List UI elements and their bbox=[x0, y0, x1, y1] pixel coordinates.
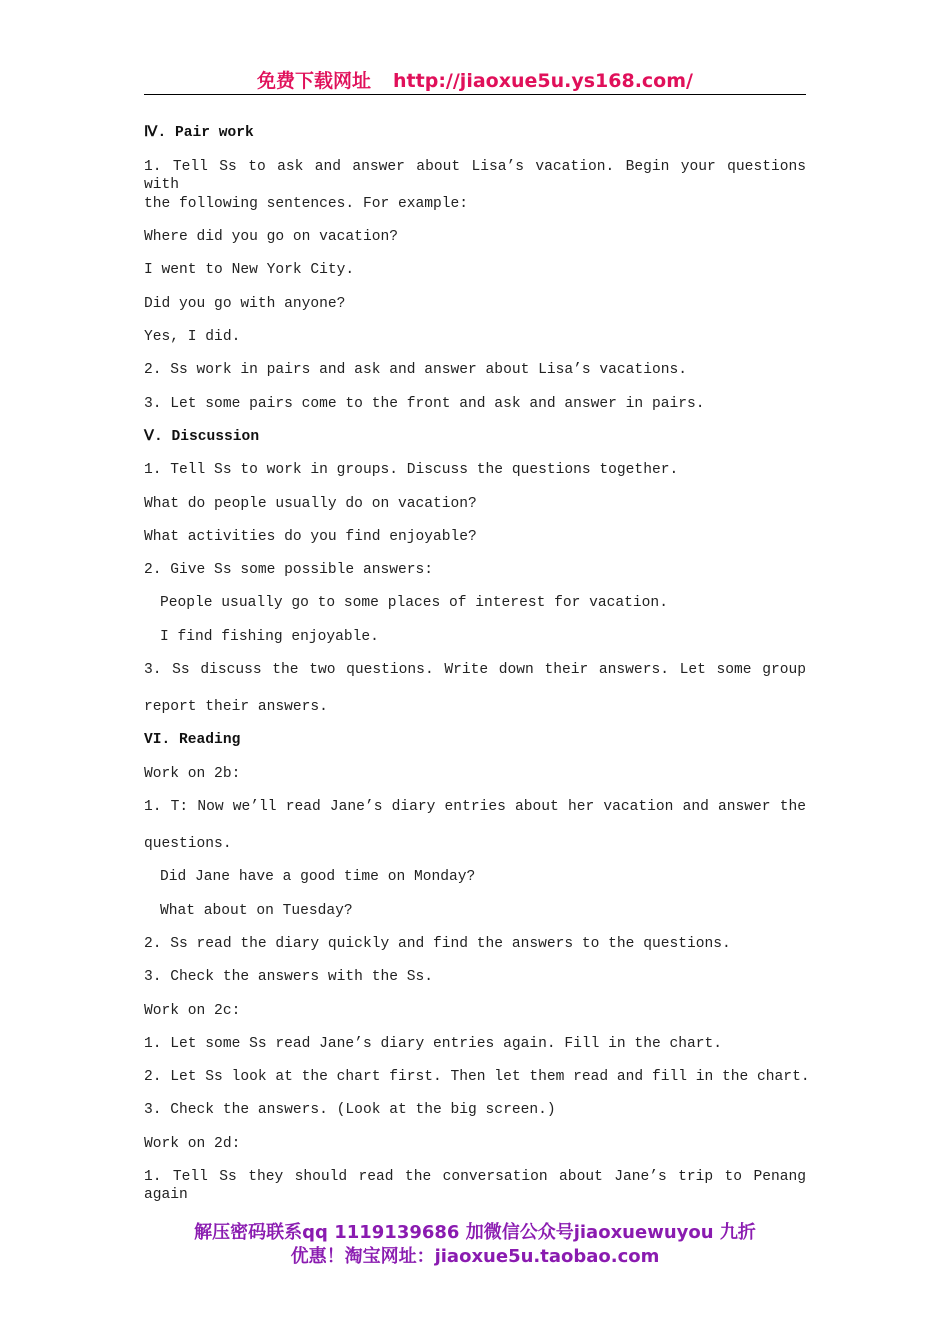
text-line: Work on 2d: bbox=[144, 1136, 241, 1152]
text-line: People usually go to some places of interest for vacation. bbox=[160, 595, 668, 611]
text-line: 2. Give Ss some possible answers: bbox=[144, 562, 434, 578]
text-line: 3. Ss discuss the two questions. Write down their answers. Let some group bbox=[144, 662, 806, 678]
section-heading: Ⅴ. Discussion bbox=[144, 429, 260, 445]
text-line: 1. T: Now we’ll read Jane’s diary entries about her vacation and answer the bbox=[144, 799, 806, 815]
text-line: 2. Ss work in pairs and ask and answer about Lisa’s vacations. bbox=[144, 362, 687, 378]
text-line: Yes, I did. bbox=[144, 329, 241, 345]
section-heading: Ⅳ. Pair work bbox=[144, 125, 254, 141]
text-line: 1. Let some Ss read Jane’s diary entries again. Fill in the chart. bbox=[144, 1036, 723, 1052]
text-line: Work on 2c: bbox=[144, 1003, 241, 1019]
text-line: 3. Let some pairs come to the front and ask and answer in pairs. bbox=[144, 396, 705, 412]
text-line: 2. Let Ss look at the chart first. Then let them read and fill in the chart. bbox=[144, 1069, 810, 1085]
header-title: 免费下载网址 bbox=[257, 70, 372, 92]
text-line: What about on Tuesday? bbox=[160, 903, 353, 919]
text-line: 1. Tell Ss to ask and answer about Lisa’s vacation. Begin your questions with bbox=[144, 159, 806, 193]
text-line: 2. Ss read the diary quickly and find the answers to the questions. bbox=[144, 936, 731, 952]
text-line: What activities do you find enjoyable? bbox=[144, 529, 477, 545]
text-line: Did you go with anyone? bbox=[144, 296, 346, 312]
text-line: Work on 2b: bbox=[144, 766, 241, 782]
text-line: 3. Check the answers. (Look at the big screen.) bbox=[144, 1102, 556, 1118]
text-line: What do people usually do on vacation? bbox=[144, 496, 477, 512]
text-line: questions. bbox=[144, 836, 232, 852]
text-line: I find fishing enjoyable. bbox=[160, 629, 379, 645]
text-line: the following sentences. For example: bbox=[144, 196, 469, 212]
section-heading: VI. Reading bbox=[144, 732, 241, 748]
text-line: 1. Tell Ss to work in groups. Discuss the questions together. bbox=[144, 462, 679, 478]
footer-line-2: 优惠！淘宝网址：jiaoxue5u.taobao.com bbox=[290, 1246, 660, 1267]
text-line: I went to New York City. bbox=[144, 262, 355, 278]
page-header bbox=[144, 66, 806, 95]
header-url-link[interactable]: http://jiaoxue5u.ys168.com/ bbox=[393, 70, 693, 92]
text-line: Did Jane have a good time on Monday? bbox=[160, 869, 476, 885]
text-line: report their answers. bbox=[144, 699, 328, 715]
text-line: 3. Check the answers with the Ss. bbox=[144, 969, 434, 985]
footer-line-1: 解压密码联系qq 1119139686 加微信公众号jiaoxuewuyou 九折 bbox=[194, 1222, 756, 1243]
text-line: 1. Tell Ss they should read the conversation about Jane’s trip to Penang again bbox=[144, 1169, 806, 1203]
text-line: Where did you go on vacation? bbox=[144, 229, 398, 245]
